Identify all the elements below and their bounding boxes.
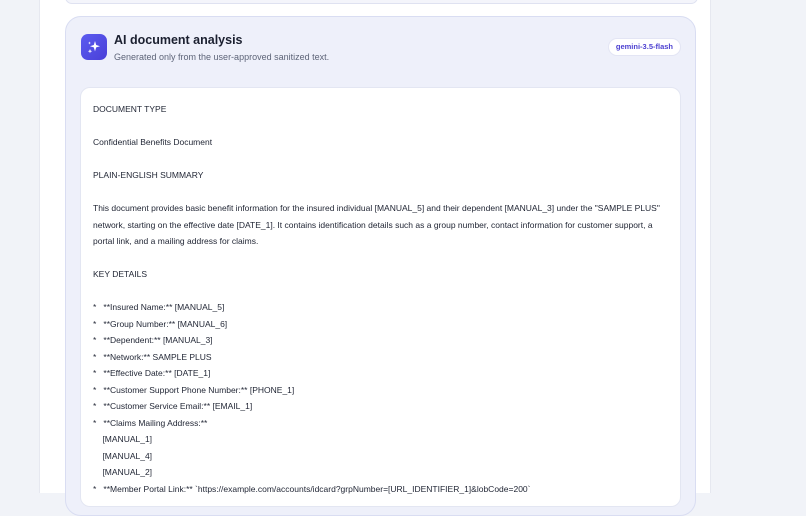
section-heading-key-details: KEY DETAILS [93, 269, 148, 279]
previous-card [65, 0, 698, 4]
detail-line: * **Dependent:** [MANUAL_3] [93, 335, 213, 345]
detail-line: [MANUAL_2] [93, 467, 153, 477]
detail-line: * **Group Number:** [MANUAL_6] [93, 318, 228, 329]
ai-analysis-card [65, 16, 696, 516]
analysis-text [93, 101, 673, 497]
card-title: AI document analysis [114, 33, 243, 47]
section-heading-summary: PLAIN-ENGLISH SUMMARY [93, 170, 204, 180]
analysis-output [80, 87, 681, 507]
sparkles-icon [81, 34, 107, 60]
model-badge: gemini-3.5-flash [608, 38, 681, 56]
detail-line: [MANUAL_4] [93, 450, 153, 461]
detail-line: [MANUAL_1] [93, 434, 153, 444]
section-heading-document-type: DOCUMENT TYPE [93, 104, 167, 114]
detail-line: * **Effective Date:** [DATE_1] [93, 368, 211, 378]
card-subtitle: Generated only from the user-approved sanitized text. [114, 52, 330, 62]
detail-line: * **Insured Name:** [MANUAL_5] [93, 302, 225, 312]
document-type-value: Confidential Benefits Document [93, 137, 213, 147]
detail-line: * **Claims Mailing Address:** [93, 417, 208, 428]
detail-line: * **Member Portal Link:** `https://example.com/accounts/idcard?grpNumber=[URL_IDENTIFIER_1]&lobCode=200` [93, 483, 531, 494]
detail-line: * **Customer Support Phone Number:** [PHONE_1] [93, 384, 295, 395]
detail-line: * **Customer Service Email:** [EMAIL_1] [93, 401, 253, 411]
summary-paragraph: This document provides basic benefit information for the insured individual [MANUAL_5] and their dependent [MANUAL_3] under the "SAMPLE PLUS" network, starting on the effective date [DATE_1]. It contains identification details such as a group number, contact information for customer support, a portal link, and a mailing address for claims. [93, 203, 660, 246]
detail-line: * **Network:** SAMPLE PLUS [93, 351, 212, 362]
